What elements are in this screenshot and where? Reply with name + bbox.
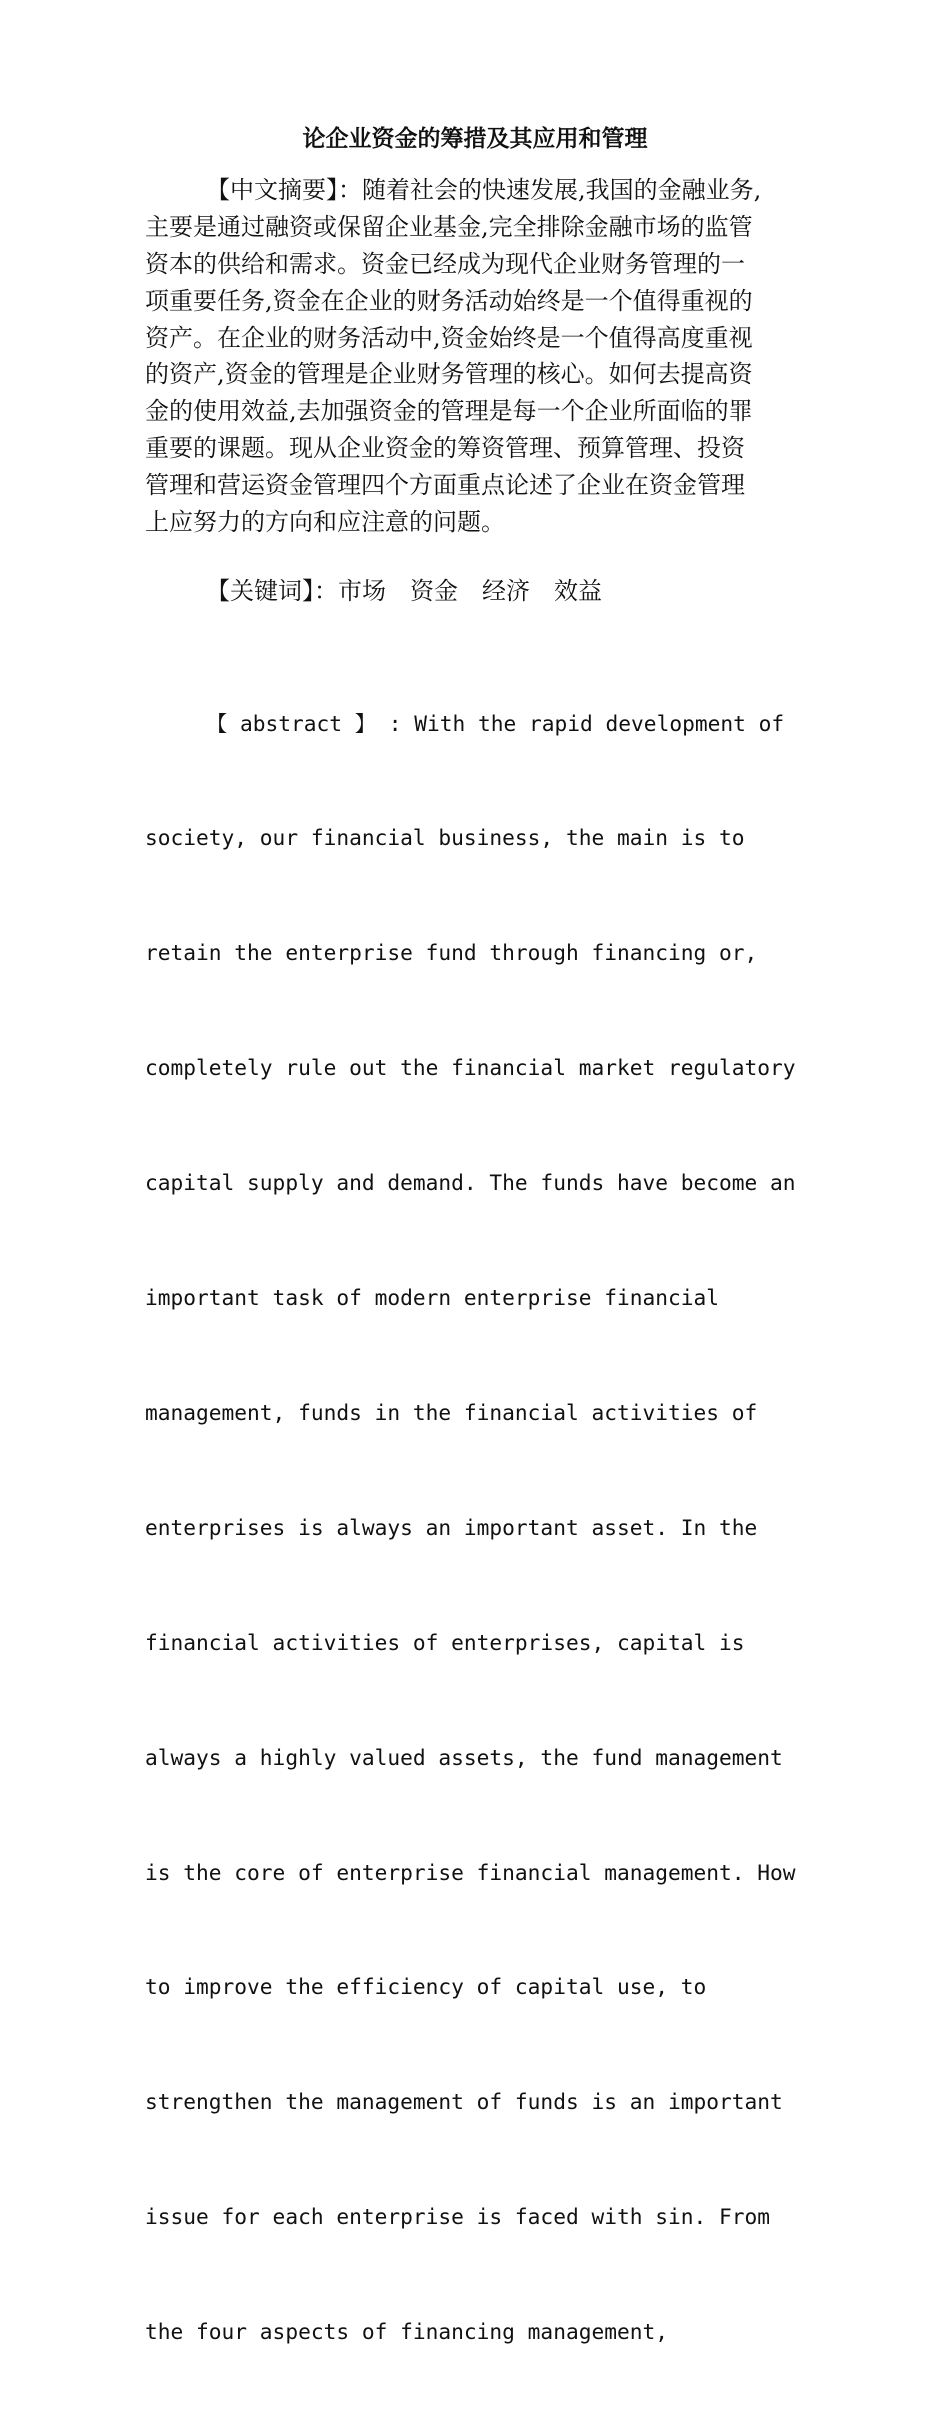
english-abstract-line: enterprises is always an important asset. In the: [145, 1514, 758, 1540]
keywords: [145, 573, 805, 610]
abstract-line: 资产。在企业的财务活动中,资金始终是一个值得高度重视: [145, 323, 753, 352]
keyword: 经济: [482, 577, 530, 605]
chinese-abstract: [145, 172, 805, 541]
document-title: 论企业资金的筹措及其应用和管理: [302, 126, 648, 152]
english-abstract-line: financial activities of enterprises, capital is: [145, 1629, 745, 1655]
keyword: 市场: [338, 577, 386, 605]
english-abstract: [145, 628, 825, 2428]
keyword: 资金: [410, 577, 458, 605]
english-abstract-line: the four aspects of financing management,: [145, 2319, 668, 2345]
keywords-line: [145, 573, 805, 610]
keywords-separator: ：: [314, 577, 338, 605]
english-abstract-line: completely rule out the financial market regulatory: [145, 1055, 796, 1081]
abstract-line: 管理和营运资金管理四个方面重点论述了企业在资金管理: [145, 471, 745, 500]
abstract-line: 资本的供给和需求。资金已经成为现代企业财务管理的一: [145, 249, 745, 278]
abstract-line: 金的使用效益,去加强资金的管理是每一个企业所面临的罪: [145, 397, 753, 426]
abstract-line: 【中文摘要】：随着社会的快速发展,我国的金融业务,: [206, 176, 762, 204]
abstract-line: 主要是通过融资或保留企业基金,完全排除金融市场的监管: [145, 212, 753, 241]
english-abstract-line: always a highly valued assets, the fund management: [145, 1744, 783, 1770]
english-abstract-line: to improve the efficiency of capital use, to: [145, 1974, 707, 2000]
english-abstract-line: society, our financial business, the main is to: [145, 825, 745, 851]
keywords-label: 【关键词】: [206, 577, 314, 605]
english-abstract-line: issue for each enterprise is faced with sin. From: [145, 2204, 771, 2230]
english-abstract-line: strengthen the management of funds is an important: [145, 2089, 783, 2115]
abstract-line: 的资产,资金的管理是企业财务管理的核心。如何去提高资: [145, 360, 753, 389]
abstract-line: 项重要任务,资金在企业的财务活动始终是一个值得重视的: [145, 286, 753, 315]
abstract-label: 【中文摘要】: [206, 176, 338, 204]
english-abstract-line: important task of modern enterprise financial: [145, 1285, 720, 1311]
english-abstract-line: retain the enterprise fund through financing or,: [145, 940, 758, 966]
english-abstract-line: management, funds in the financial activities of: [145, 1399, 758, 1425]
english-abstract-line: capital supply and demand. The funds have become an: [145, 1170, 796, 1196]
keyword: 效益: [554, 577, 602, 605]
abstract-line: 上应努力的方向和应注意的问题。: [145, 508, 505, 537]
english-abstract-line: is the core of enterprise financial management. How: [145, 1859, 796, 1885]
english-abstract-line: 【 abstract 】 : With the rapid development of: [206, 710, 785, 736]
abstract-line: 重要的课题。现从企业资金的筹资管理、预算管理、投资: [145, 434, 745, 463]
